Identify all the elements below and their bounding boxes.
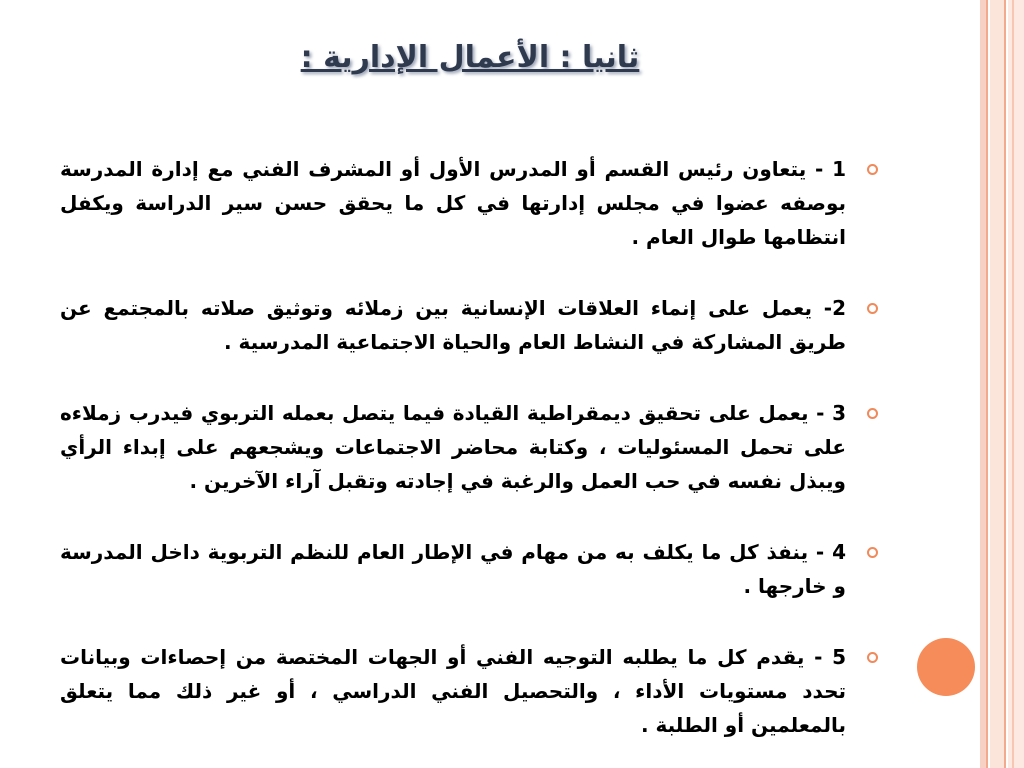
bullet-ring-icon — [867, 547, 878, 558]
decorative-circle — [917, 638, 975, 696]
bullet-ring-icon — [867, 303, 878, 314]
edge-stripe — [1004, 0, 1006, 768]
list-item-text: 4 - ينفذ كل ما يكلف به من مهام في الإطار العام للنظم التربوية داخل المدرسة و خارجها . — [60, 540, 846, 598]
list-item — [60, 291, 880, 359]
list-item-text: 2- يعمل على إنماء العلاقات الإنسانية بين زملائه وتوثيق صلاته بالمجتمع عن طريق المشاركة في النشاط العام والحياة الاجتماعية المدرسية . — [60, 296, 846, 354]
list-item-text: 5 - يقدم كل ما يطلبه التوجيه الفني أو الجهات المختصة من إحصاءات وبيانات تحدد مستويات الأداء ، والتحصيل الفني الدراسي ، أو غير ذلك مما يتعلق بالمعلمين أو الطلبة . — [60, 645, 846, 737]
edge-stripe — [990, 0, 1004, 768]
bullet-ring-icon — [867, 652, 878, 663]
list-item-text: 3 - يعمل على تحقيق ديمقراطية القيادة فيما يتصل بعمله التربوي فيدرب زملاءه على تحمل المسئوليات ، وكتابة محاضر الاجتماعات ويشجعهم على إبداء الرأي ويبذل نفسه في حب العمل والرغبة في إجادته وتقبل آراء الآخرين . — [60, 401, 846, 493]
list-item-text: 1 - يتعاون رئيس القسم أو المدرس الأول أو المشرف الفني مع إدارة المدرسة بوصفه عضوا في مجلس إدارتها في كل ما يحقق حسن سير الدراسة ويكفل انتظامها طوال العام . — [60, 157, 846, 249]
edge-stripe — [1012, 0, 1014, 768]
slide-title: ثانيا : الأعمال الإدارية : — [300, 40, 640, 75]
list-item — [60, 396, 880, 498]
bullet-ring-icon — [867, 164, 878, 175]
edge-stripe — [986, 0, 988, 768]
list-item — [60, 535, 880, 603]
bullet-list — [60, 152, 880, 768]
edge-stripe — [1008, 0, 1024, 768]
list-item — [60, 152, 880, 254]
list-item — [60, 640, 880, 742]
bullet-ring-icon — [867, 408, 878, 419]
